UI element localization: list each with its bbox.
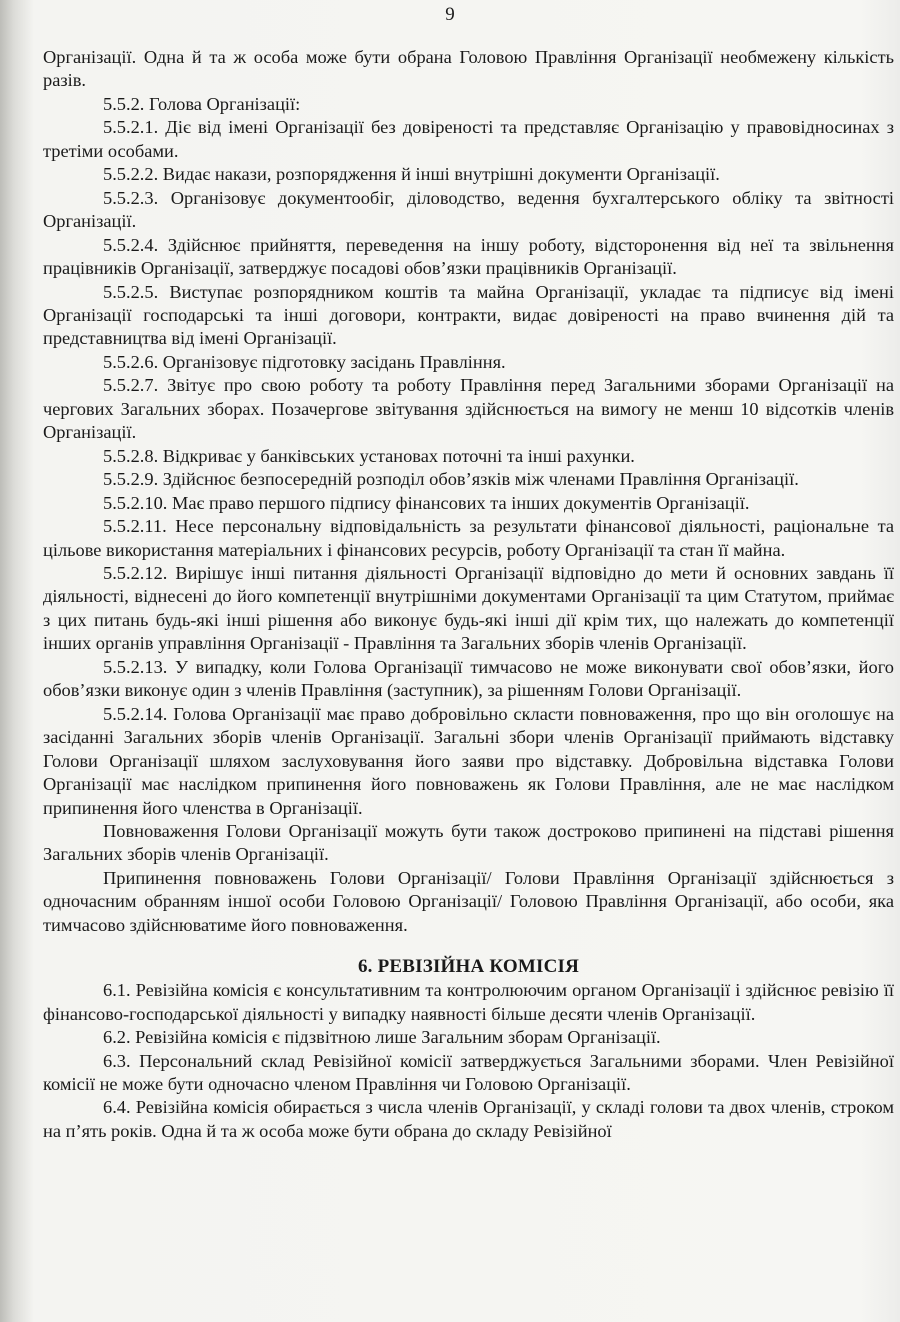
paragraph: Організації. Одна й та ж особа може бути обрана Головою Правління Організації необмежену кількість разів. xyxy=(43,47,894,91)
paragraph: 6.3. Персональний склад Ревізійної комісії затверджується Загальними зборами. Член Ревізійної комісії не може бути одночасно членом Правління чи Головою Організації. xyxy=(43,1050,894,1095)
paragraph: Припинення повноважень Голови Організації/ Голови Правління Організації здійснюється з одночасним обранням іншої особи Головою Організації/ Головою Правління Організації, або особи, яка тимчасово здійснюватиме його повноваження. xyxy=(43,867,894,935)
paragraph: 5.5.2.9. Здійснює безпосередній розподіл обов’язків між членами Правління Організації. xyxy=(103,469,799,490)
paragraph: 5.5.2.1. Діє від імені Організації без довіреності та представляє Організацію у правовідносинах з третіми особами. xyxy=(43,117,894,161)
document-body xyxy=(43,46,894,1143)
paragraph: 5.5.2.6. Організовує підготовку засідань Правління. xyxy=(103,351,506,372)
paragraph: 5.5.2.14. Голова Організації має право добровільно скласти повноваження, про що він оголошує на засіданні Загальних зборів членів Організації. Загальні збори членів Організації приймають відставку Голови Організації шляхом заслуховування його заяви про відставку. Добровільна відставка Голови Організації має наслідком припинення його повноважень як Голови Правління, але не має наслідком припинення його членства в Організації. xyxy=(43,703,894,818)
paragraph: 5.5.2.4. Здійснює прийняття, переведення на іншу роботу, відсторонення від неї та звільнення працівників Організації, затверджує посадові обов’язки працівників Організації. xyxy=(43,234,894,279)
section-heading: 6. РЕВІЗІЙНА КОМІСІЯ xyxy=(357,956,580,978)
paragraph: 5.5.2.11. Несе персональну відповідальність за результати фінансової діяльності, раціональне та цільове використання матеріальних і фінансових ресурсів, роботу Організації та стан її майна. xyxy=(43,516,894,560)
paragraph: 5.5.2. Голова Організації: xyxy=(103,93,301,114)
paragraph: 6.1. Ревізійна комісія є консультативним та контролюючим органом Організації і здійснює ревізію її фінансово-господарської діяльності у випадку наявності більше десяти членів Організації. xyxy=(43,980,894,1024)
paragraph: 6.2. Ревізійна комісія є підзвітною лише Загальним зборам Організації. xyxy=(103,1027,661,1048)
paragraph: 5.5.2.10. Має право першого підпису фінансових та інших документів Організації. xyxy=(103,492,750,513)
section-spacer xyxy=(43,937,894,951)
paragraph: Повноваження Голови Організації можуть бути також достроково припинені на підставі рішення Загальних зборів членів Організації. xyxy=(43,820,894,865)
paragraph: 5.5.2.13. У випадку, коли Голова Організації тимчасово не може виконувати свої обов’язки, його обов’язки виконує один з членів Правління (заступник), за рішенням Голови Організації. xyxy=(43,656,894,701)
paragraph: 5.5.2.12. Вирішує інші питання діяльності Організації відповідно до мети й основних завдань її діяльності, віднесені до його компетенції внутрішніми документами Організації та цим Статутом, приймає з цих питань будь-які інші рішення або виконує будь-які інші дії крім тих, що належать до компетенції інших органів управління Організації - Правління та Загальних зборів членів Організації. xyxy=(43,562,894,654)
paragraph: 5.5.2.5. Виступає розпорядником коштів та майна Організації, укладає та підписує від імені Організації господарські та інші договори, контракти, видає довіреності на право вчинення дій та представництва від імені Організації. xyxy=(43,281,894,349)
paragraph: 5.5.2.7. Звітує про свою роботу та роботу Правління перед Загальними зборами Організації на чергових Загальних зборах. Позачергове звітування здійснюється на вимогу не менш 10 відсотків членів Організації. xyxy=(43,375,894,443)
paragraph: 5.5.2.3. Організовує документообіг, діловодство, ведення бухгалтерського обліку та звітності Організації. xyxy=(43,187,894,232)
paragraph: 5.5.2.8. Відкриває у банківських установах поточні та інші рахунки. xyxy=(103,445,635,466)
paragraph: 5.5.2.2. Видає накази, розпорядження й інші внутрішні документи Організації. xyxy=(103,164,720,185)
page-number: 9 xyxy=(445,4,455,25)
paragraph: 6.4. Ревізійна комісія обирається з числа членів Організації, у складі голови та двох членів, строком на п’ять років. Одна й та ж особа може бути обрана до складу Ревізійної xyxy=(43,1097,894,1141)
